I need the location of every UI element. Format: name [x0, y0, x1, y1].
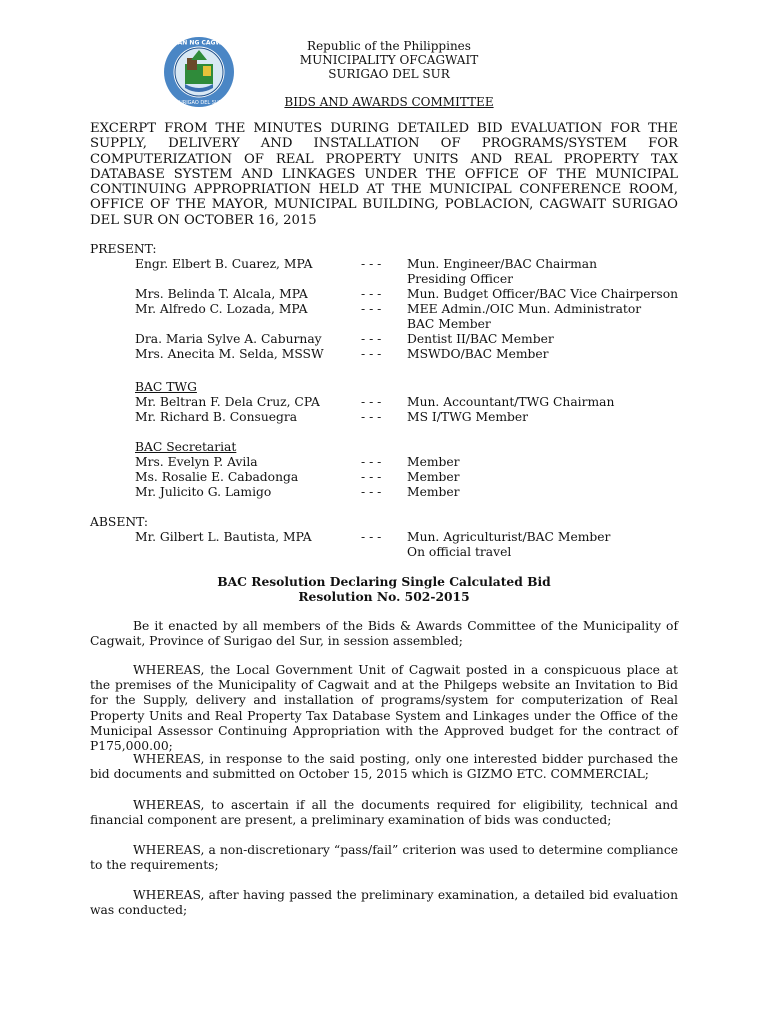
attendee-name: Mr. Alfredo C. Lozada, MPA [135, 302, 308, 316]
attendee-row [90, 530, 710, 545]
attendee-role: MEE Admin./OIC Mun. Administrator [407, 302, 642, 316]
twg-label: BAC TWG [135, 380, 197, 394]
attendee-role-continued: BAC Member [407, 317, 491, 331]
attendee-name: Mrs. Evelyn P. Avila [135, 455, 258, 469]
body-paragraph: WHEREAS, after having passed the preliminary examination, a detailed bid evaluation was conducted; [90, 888, 678, 918]
attendee-name: Mr. Richard B. Consuegra [135, 410, 298, 424]
attendee-role: Dentist II/BAC Member [407, 332, 554, 346]
document-header [238, 39, 540, 81]
attendee-name: Mr. Beltran F. Dela Cruz, CPA [135, 395, 320, 409]
absent-label: ABSENT: [90, 515, 148, 529]
separator-dashes: - - - [361, 530, 382, 544]
attendee-row [90, 287, 710, 302]
attendee-role-continued: Presiding Officer [407, 272, 513, 286]
attendee-row [90, 455, 710, 470]
resolution-title: BAC Resolution Declaring Single Calculated Bid [217, 574, 551, 589]
attendee-row [90, 395, 710, 410]
municipal-seal-logo [163, 36, 235, 108]
body-paragraph: WHEREAS, to ascertain if all the documents required for eligibility, technical and financial component are present, a preliminary examination of bids was conducted; [90, 798, 678, 828]
attendee-role: Mun. Accountant/TWG Chairman [407, 395, 615, 409]
present-section [90, 242, 710, 362]
body-paragraph: Be it enacted by all members of the Bids & Awards Committee of the Municipality of Cagwait, Province of Surigao del Sur, in session assembled; [90, 619, 678, 649]
attendee-role-continued: On official travel [407, 545, 512, 559]
attendee-row [90, 347, 710, 362]
separator-dashes: - - - [361, 395, 382, 409]
attendee-role: MS I/TWG Member [407, 410, 529, 424]
attendee-name: Mrs. Anecita M. Selda, MSSW [135, 347, 324, 361]
header-municipality: MUNICIPALITY OFCAGWAIT [299, 53, 479, 67]
attendee-role: Mun. Engineer/BAC Chairman [407, 257, 598, 271]
header-province: SURIGAO DEL SUR [328, 67, 450, 81]
attendee-name: Mr. Gilbert L. Bautista, MPA [135, 530, 312, 544]
secretariat-label: BAC Secretariat [135, 440, 237, 454]
separator-dashes: - - - [361, 287, 382, 301]
attendee-role: Member [407, 485, 460, 499]
attendee-row [90, 410, 710, 425]
separator-dashes: - - - [361, 485, 382, 499]
separator-dashes: - - - [361, 302, 382, 316]
attendee-name: Mrs. Belinda T. Alcala, MPA [135, 287, 308, 301]
committee-title: BIDS AND AWARDS COMMITTEE [284, 95, 494, 109]
resolution-number: Resolution No. 502-2015 [298, 589, 470, 604]
absent-section [90, 515, 710, 560]
separator-dashes: - - - [361, 257, 382, 271]
attendee-role: Mun. Agriculturist/BAC Member [407, 530, 611, 544]
attendee-name: Mr. Julicito G. Lamigo [135, 485, 272, 499]
separator-dashes: - - - [361, 332, 382, 346]
body-paragraph: WHEREAS, the Local Government Unit of Cagwait posted in a conspicuous place at the premises of the Municipality of Cagwait and at the Philgeps website an Invitation to Bid for the Supply, delivery and installation of programs/system for computerization of Real Property Units and Real Property Tax Database System and Linkages under the Office of the Municipal Assessor Continuing Appropriation with the Approved budget for the contract of P175,000.00; [90, 663, 678, 754]
attendee-name: Engr. Elbert B. Cuarez, MPA [135, 257, 313, 271]
attendee-name: Dra. Maria Sylve A. Caburnay [135, 332, 322, 346]
attendee-role: Member [407, 470, 460, 484]
separator-dashes: - - - [361, 347, 382, 361]
attendee-row [90, 332, 710, 347]
twg-section [90, 380, 710, 425]
attendee-role: Mun. Budget Officer/BAC Vice Chairperson [407, 287, 679, 301]
svg-text:SURIGAO DEL SUR: SURIGAO DEL SUR [175, 100, 223, 106]
attendee-role: Member [407, 455, 460, 469]
attendee-row [90, 470, 710, 485]
attendee-row [90, 302, 710, 317]
body-paragraph: WHEREAS, in response to the said posting, only one interested bidder purchased the bid documents and submitted on October 15, 2015 which is GIZMO ETC. COMMERCIAL; [90, 752, 678, 782]
attendee-role: MSWDO/BAC Member [407, 347, 549, 361]
present-label: PRESENT: [90, 242, 157, 256]
separator-dashes: - - - [361, 470, 382, 484]
attendee-row [90, 257, 710, 272]
secretariat-section [90, 440, 710, 500]
separator-dashes: - - - [361, 410, 382, 424]
body-paragraph: WHEREAS, a non-discretionary “pass/fail” criterion was used to determine compliance to the requirements; [90, 843, 678, 873]
header-republic: Republic of the Philippines [307, 39, 471, 53]
separator-dashes: - - - [361, 455, 382, 469]
excerpt-heading: EXCERPT FROM THE MINUTES DURING DETAILED BID EVALUATION FOR THE SUPPLY, DELIVERY AND INSTALLATION OF PROGRAMS/SYSTEM FOR COMPUTERIZATION OF REAL PROPERTY UNITS AND REAL PROPERTY TAX DATABASE SYSTEM AND LINKAGES UNDER THE OFFICE OF THE MUNICIPAL CONTINUING APPROPRIATION HELD AT THE MUNICIPAL CONFERENCE ROOM, OFFICE OF THE MAYOR, MUNICIPAL BUILDING, POBLACION, CAGWAIT SURIGAO DEL SUR ON OCTOBER 16, 2015 [90, 121, 678, 228]
svg-text:BAYAN NG CAGWAIT: BAYAN NG CAGWAIT [165, 39, 233, 47]
attendee-row [90, 485, 710, 500]
attendee-name: Ms. Rosalie E. Cabadonga [135, 470, 299, 484]
